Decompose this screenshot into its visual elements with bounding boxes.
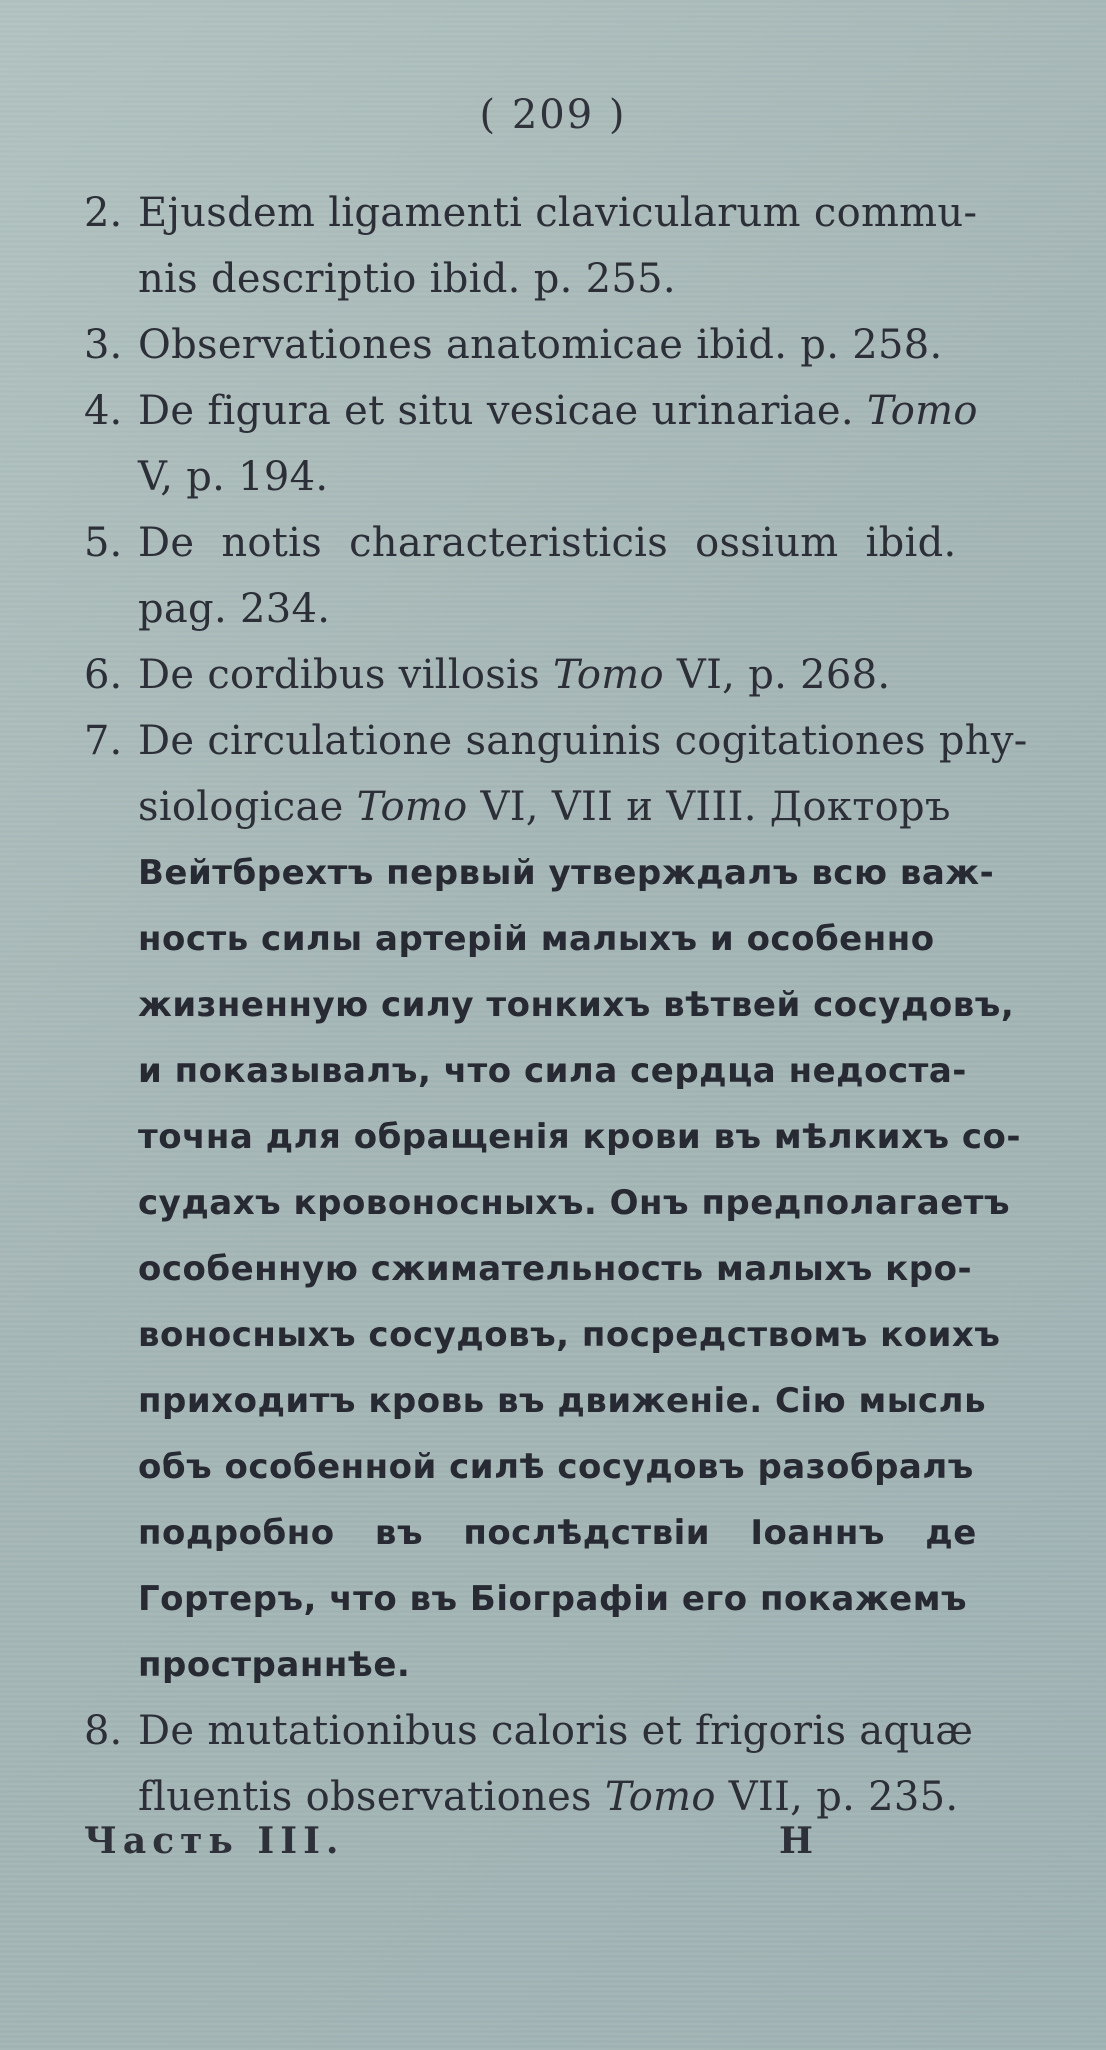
list-item [84,510,1014,642]
page-number: ( 209 ) [479,92,627,138]
entry-line: Observationes anatomicae ibid. p. 258. [138,322,943,368]
russian-line: Гортеръ, что въ Біографіи его покажемъ [138,1579,968,1619]
signature-letter: Н [779,1820,814,1862]
entry-text: Ejusdem ligamenti clavicularum commu- [138,190,978,236]
entry-number: 7. [84,718,123,764]
entry-italic: Tomo [553,652,664,698]
russian-line: подробно въ послѣдствіи Іоаннъ де [138,1513,977,1553]
list-item [84,378,1014,510]
entry-number: 6. [84,652,123,698]
entry-text: VI, p. 268. [676,652,891,698]
entry-number: 4. [84,388,123,434]
russian-line: пространнѣе. [138,1645,411,1685]
list-item [84,180,1014,312]
publication-list [84,180,1028,1830]
entry-line: pag. 234. [138,586,331,632]
list-item [84,312,1014,378]
russian-line: и показывалъ, что сила сердца недоста- [138,1051,967,1091]
entry-line: De circulatione sanguinis cogitationes phy- [138,718,1028,764]
list-item [84,708,1028,1698]
entry-line: V, p. 194. [138,454,329,500]
russian-line: особенную сжимательность малыхъ кро- [138,1249,973,1289]
entry-italic: Tomo [866,388,978,434]
entry-number: 2. [84,190,123,236]
entry-line: nis descriptio ibid. p. 255. [138,256,676,302]
entry-italic: Tomo [356,784,468,830]
entry-text: VI, VII и VIII. Докторъ [480,784,951,830]
entry-number: 5. [84,520,123,566]
entry-text: De figura et situ vesicae urinariae. [138,388,854,434]
russian-line: жизненную силу тонкихъ вѣтвей сосудовъ, [138,985,1015,1025]
entry-line [138,774,1014,840]
russian-line: воносныхъ сосудовъ, посредствомъ коихъ [138,1315,1001,1355]
entry-line: De notis characteristicis ossium ibid. [138,520,957,566]
entry-line [138,642,1014,708]
signature-mark: Часть III. [84,1820,345,1862]
russian-line: объ особенной силѣ сосудовъ разобралъ [138,1447,974,1487]
entry-italic: Tomo [604,1774,716,1820]
entry-number: 8. [84,1708,123,1754]
entry-number: 3. [84,322,123,368]
russian-line: точна для обращенія крови въ мѣлкихъ со- [138,1117,1021,1157]
entry-text: De cordibus villosis [138,652,540,698]
russian-line: судахъ кровоносныхъ. Онъ предполагаетъ [138,1183,1011,1223]
list-item [84,1698,1014,1830]
entry-line: De mutationibus caloris et frigoris aquæ [138,1708,974,1754]
entry-line [138,180,1014,246]
entry-text: VII, p. 235. [728,1774,959,1820]
entry-line [138,378,1014,444]
entry-text: siologicae [138,784,344,830]
russian-line: Вейтбрехтъ первый утверждалъ всю важ- [138,853,995,893]
russian-line: ность силы артерій малыхъ и особенно [138,919,935,959]
entry-text: fluentis observationes [138,1774,592,1820]
list-item [84,642,1014,708]
russian-line: приходитъ кровь въ движеніе. Сію мысль [138,1381,987,1421]
